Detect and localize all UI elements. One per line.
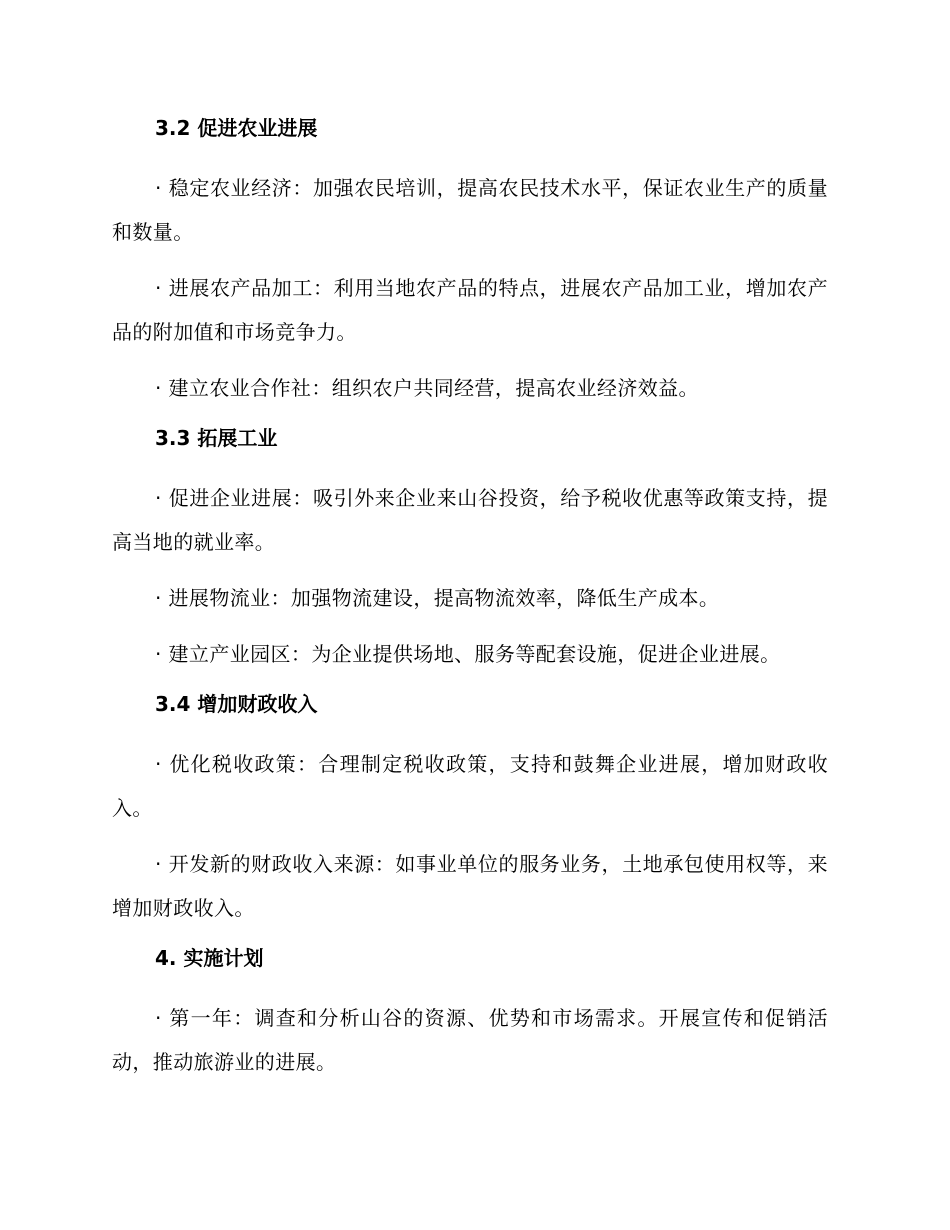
section-heading: 3.3 拓展工业 (155, 426, 278, 450)
section-heading: 3.2 促进农业进展 (155, 116, 318, 140)
list-item: · 进展农产品加工：利用当地农产品的特点，进展农产品加工业，增加农产品的附加值和市场竞争力。 (112, 276, 828, 344)
list-item: · 稳定农业经济：加强农民培训，提高农民技术水平，保证农业生产的质量和数量。 (112, 176, 828, 244)
section-3-3 (112, 422, 828, 676)
section-heading: 4. 实施计划 (155, 946, 264, 970)
document-page (112, 112, 828, 1096)
list-item: · 进展物流业：加强物流建设，提高物流效率，降低生产成本。 (155, 586, 720, 610)
list-item: · 第一年：调查和分析山谷的资源、优势和市场需求。开展宣传和促销活动，推动旅游业的进展。 (112, 1006, 828, 1074)
section-4 (112, 942, 828, 1084)
section-heading: 3.4 增加财政收入 (155, 692, 318, 716)
list-item: · 建立产业园区：为企业提供场地、服务等配套设施，促进企业进展。 (155, 642, 781, 666)
section-3-4 (112, 688, 828, 930)
list-item: · 建立农业合作社：组织农户共同经营，提高农业经济效益。 (155, 376, 699, 400)
section-3-2 (112, 112, 828, 410)
list-item: · 促进企业进展：吸引外来企业来山谷投资，给予税收优惠等政策支持，提高当地的就业率。 (112, 486, 828, 554)
list-item: · 优化税收政策：合理制定税收政策，支持和鼓舞企业进展，增加财政收入。 (112, 752, 828, 820)
list-item: · 开发新的财政收入来源：如事业单位的服务业务，土地承包使用权等，来增加财政收入。 (112, 852, 828, 920)
